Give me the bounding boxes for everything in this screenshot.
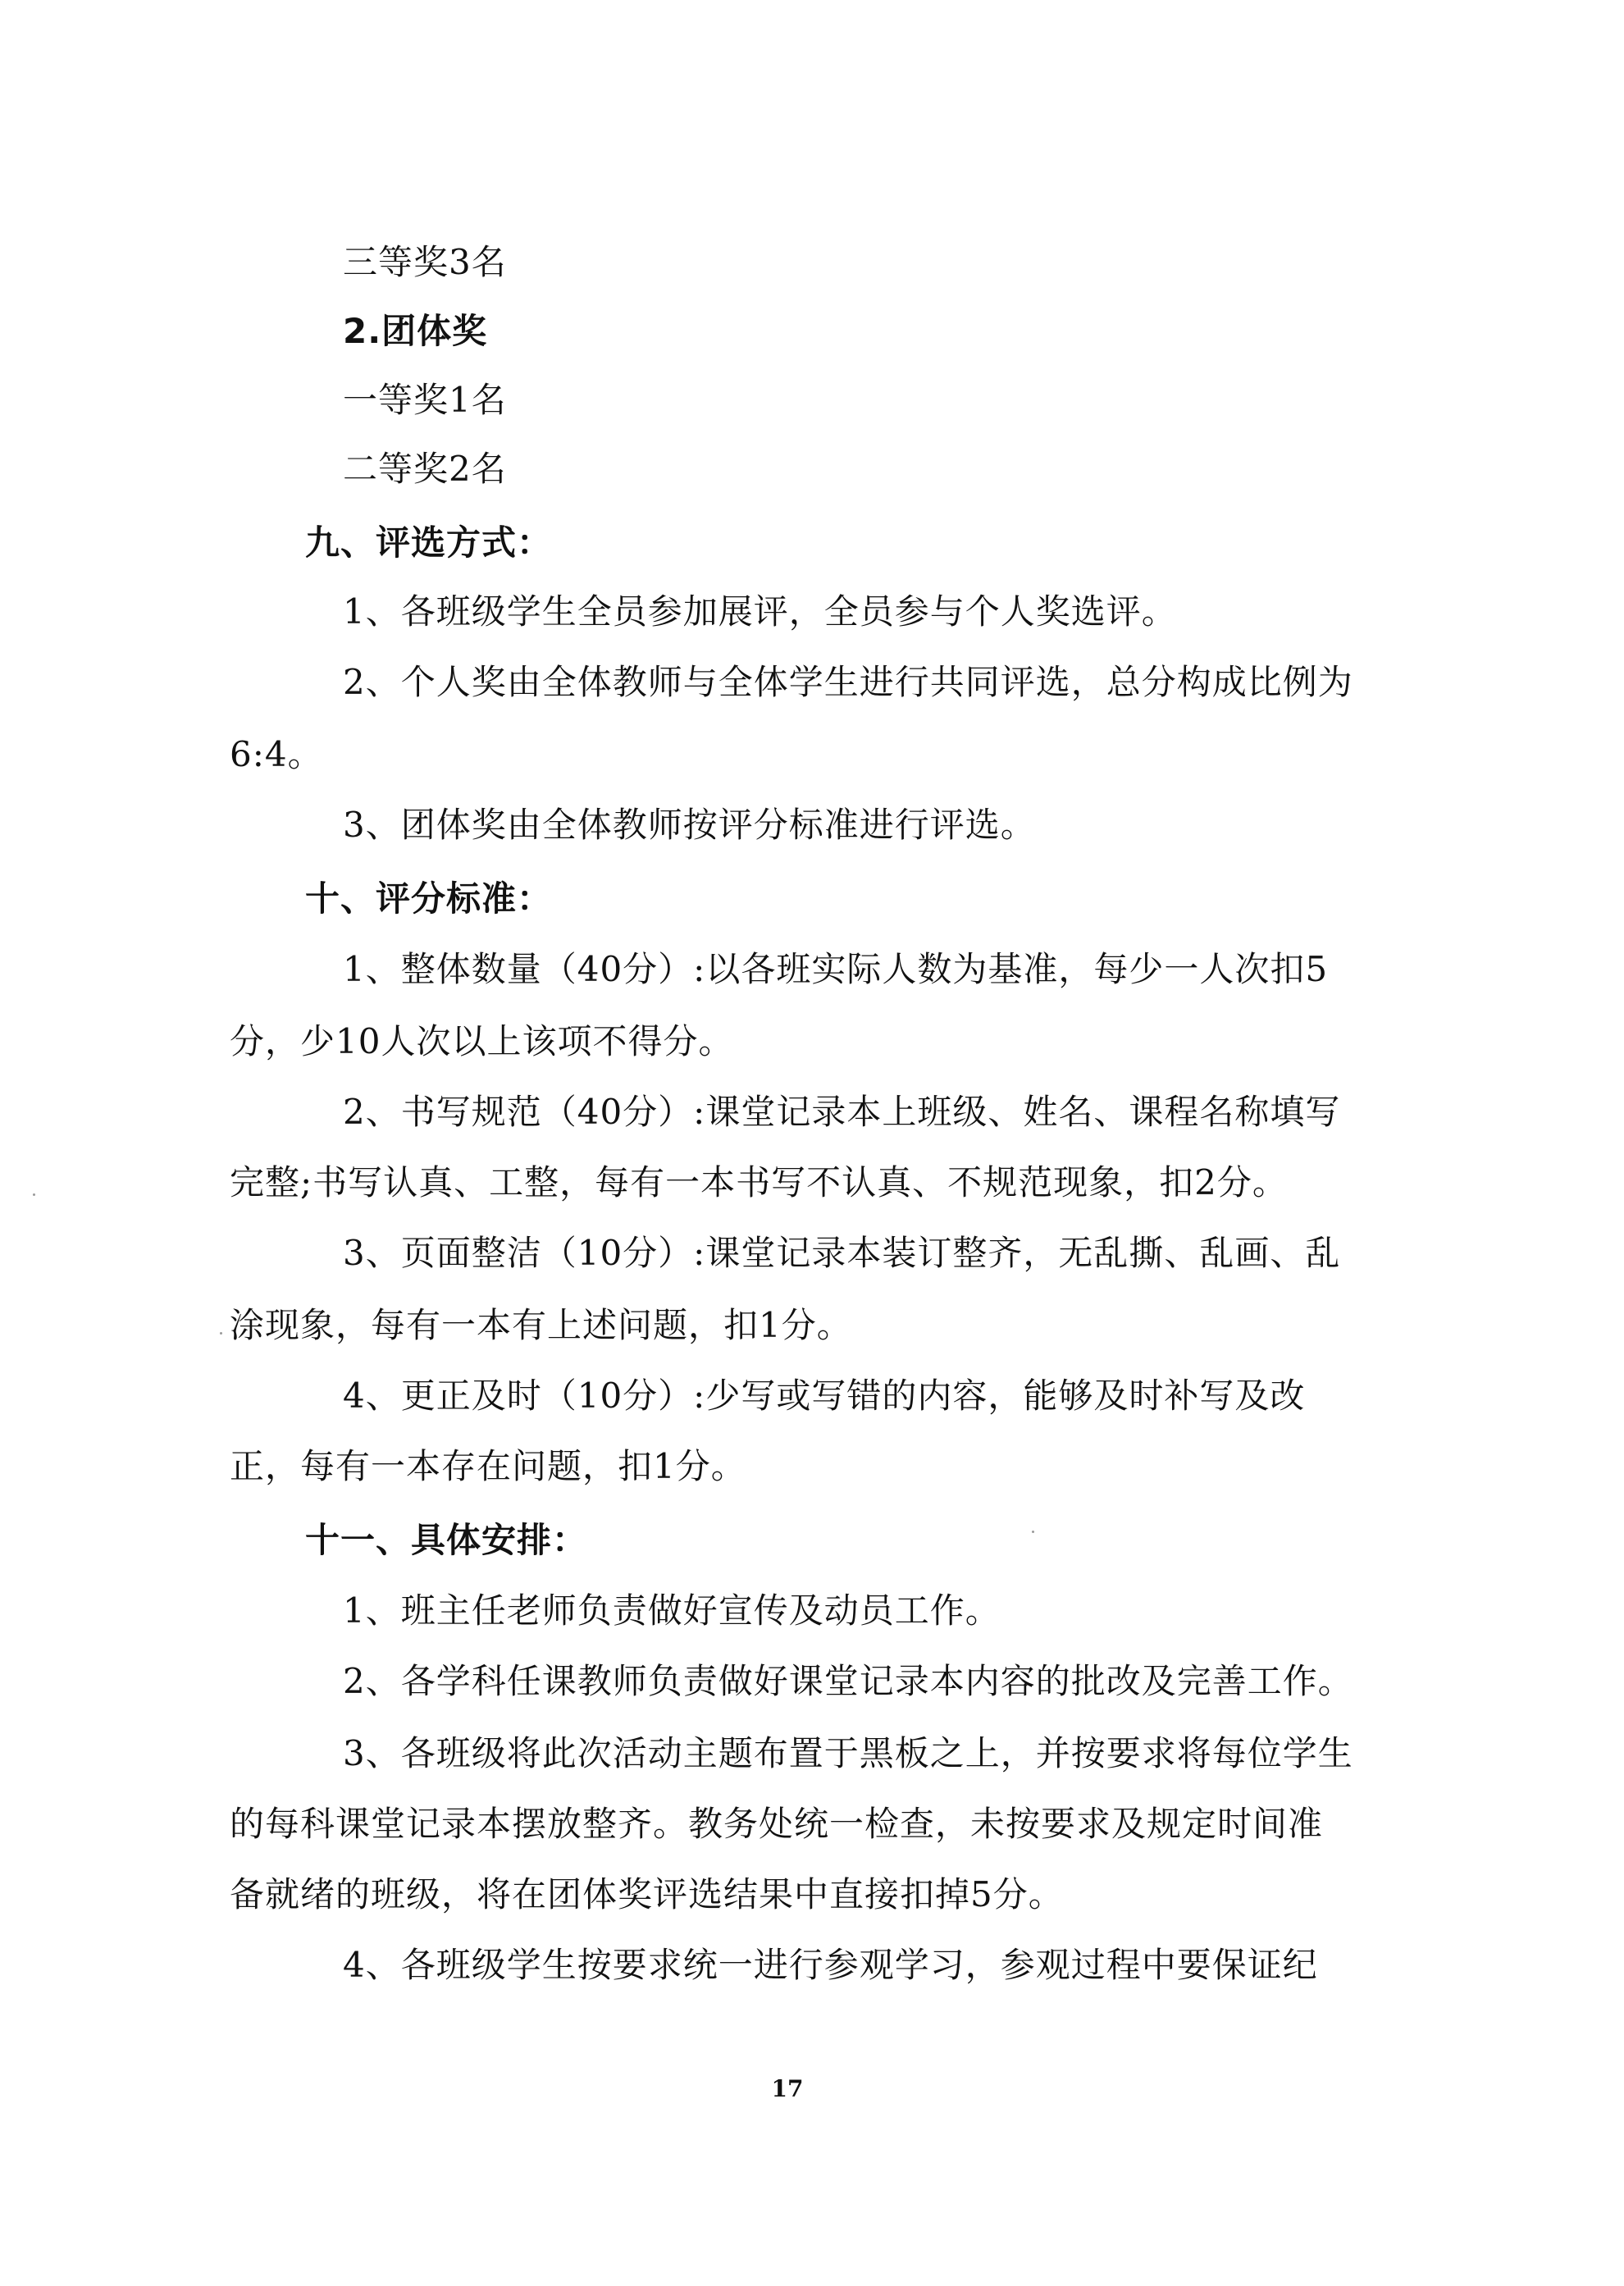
section-ten-heading: 十、评分标准： bbox=[305, 878, 553, 919]
section-ten-item-3: 3、页面整洁（10分）:课堂记录本装订整齐，无乱撕、乱画、乱 bbox=[343, 1233, 1341, 1273]
scan-speck bbox=[1032, 1531, 1034, 1533]
section-nine-heading: 九、评选方式： bbox=[305, 522, 553, 563]
section-nine-item-2: 2、个人奖由全体教师与全体学生进行共同评选，总分构成比例为 bbox=[343, 662, 1353, 702]
section-nine-item-1: 1、各班级学生全员参加展评，全员参与个人奖选评。 bbox=[343, 591, 1177, 632]
section-ten-item-3-cont: 涂现象，每有一本有上述问题，扣1分。 bbox=[230, 1305, 852, 1345]
section-ten-item-4-cont: 正，每有一本存在问题，扣1分。 bbox=[230, 1446, 746, 1486]
section-eleven-item-4: 4、各班级学生按要求统一进行参观学习，参观过程中要保证纪 bbox=[343, 1945, 1318, 1985]
group-second-prize: 二等奖2名 bbox=[343, 449, 507, 489]
scan-speck bbox=[33, 1193, 35, 1196]
group-first-prize: 一等奖1名 bbox=[343, 380, 507, 420]
section-eleven-item-3: 3、各班级将此次活动主题布置于黑板之上，并按要求将每位学生 bbox=[343, 1733, 1353, 1773]
section-nine-item-2-cont: 6:4。 bbox=[230, 734, 323, 774]
section-eleven-item-2: 2、各学科任课教师负责做好课堂记录本内容的批改及完善工作。 bbox=[343, 1661, 1353, 1701]
scan-speck bbox=[220, 1332, 222, 1335]
section-ten-item-2-cont: 完整;书写认真、工整，每有一本书写不认真、不规范现象，扣2分。 bbox=[230, 1162, 1288, 1202]
award-third-prize: 三等奖3名 bbox=[343, 242, 507, 282]
section-eleven-heading: 十一、具体安排： bbox=[305, 1520, 588, 1560]
section-ten-item-1-cont: 分，少10人次以上该项不得分。 bbox=[230, 1021, 734, 1061]
group-award-heading: 2.团体奖 bbox=[343, 311, 488, 351]
section-ten-item-4: 4、更正及时（10分）:少写或写错的内容，能够及时补写及改 bbox=[343, 1376, 1306, 1416]
section-eleven-item-3-cont-2: 备就绪的班级，将在团体奖评选结果中直接扣掉5分。 bbox=[230, 1874, 1064, 1914]
section-ten-item-2: 2、书写规范（40分）:课堂记录本上班级、姓名、课程名称填写 bbox=[343, 1092, 1341, 1132]
page-number: 17 bbox=[771, 2075, 804, 2102]
section-eleven-item-1: 1、班主任老师负责做好宣传及动员工作。 bbox=[343, 1590, 1001, 1631]
section-nine-item-3: 3、团体奖由全体教师按评分标准进行评选。 bbox=[343, 805, 1036, 845]
section-ten-item-1: 1、整体数量（40分）:以各班实际人数为基准，每少一人次扣5 bbox=[343, 949, 1329, 989]
section-eleven-item-3-cont-1: 的每科课堂记录本摆放整齐。教务处统一检查，未按要求及规定时间准 bbox=[230, 1804, 1324, 1844]
